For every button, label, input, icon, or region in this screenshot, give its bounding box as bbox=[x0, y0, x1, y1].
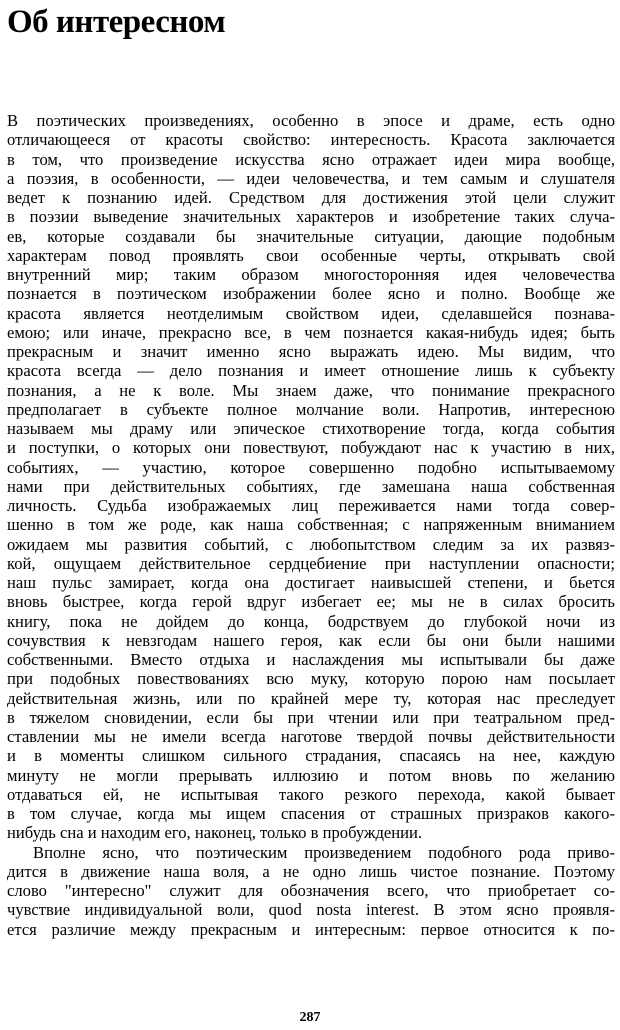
text-line: нибудь сна и находим его, наконец, только в пробуждении. bbox=[7, 823, 423, 843]
text-line: емою; или иначе, прекрасно все, в чем познается какая-нибудь идея; быть bbox=[7, 322, 615, 342]
text-line: и поступки, о которых они повествуют, побуждают нас к участию в них, bbox=[7, 438, 615, 458]
text-line: ев, которые создавали бы значительные ситуации, дающие подобным bbox=[7, 226, 615, 246]
text-line: ожидаем мы развития событий, с любопытством следим за их развяз- bbox=[7, 534, 615, 554]
text-line: шенно в том же роде, как наша собственная; с напряженным вниманием bbox=[7, 515, 615, 535]
text-line: Вполне ясно, что поэтическим произведением подобного рода приво- bbox=[33, 842, 615, 862]
text-line: познания, а не к воле. Мы знаем даже, что понимание прекрасного bbox=[7, 380, 615, 400]
text-line: в тяжелом сновидении, если бы при чтении или при театральном пред- bbox=[7, 707, 615, 727]
text-line: познается в поэтическом изображении более ясно и полно. Вообще же bbox=[7, 284, 615, 304]
text-line: отдаваться ей, не испытывая такого резкого перехода, какой бывает bbox=[7, 784, 615, 804]
text-line: в том, что произведение искусства ясно отражает идеи мира вообще, bbox=[7, 149, 615, 169]
text-line: красота всегда — дело познания и имеет отношение лишь к субъекту bbox=[7, 361, 615, 381]
text-line: прекрасным и значит именно ясно выражать идею. Мы видим, что bbox=[7, 342, 615, 361]
text-line: вновь быстрее, когда герой вдруг избегает ее; мы не в силах бросить bbox=[7, 592, 615, 612]
text-line: отличающееся от красоты свойство: интересность. Красота заключается bbox=[7, 130, 615, 150]
text-line: наш пульс замирает, когда она достигает наивысшей степени, и бьется bbox=[7, 573, 615, 592]
text-line: называем мы драму или эпическое стихотворение тогда, когда события bbox=[7, 419, 615, 438]
text-line: действительная жизнь, или по крайней мере ту, которая нас преследует bbox=[7, 688, 615, 708]
text-line: дится в движение наша воля, а не одно лишь чистое познание. Поэтому bbox=[7, 861, 615, 881]
text-line: личность. Судьба изображаемых лиц переживается нами тогда совер- bbox=[7, 496, 615, 515]
text-line: событиях, — участию, которое совершенно подобно испытываемому bbox=[7, 457, 615, 477]
text-line: в поэзии выведение значительных характеров и изобретение таких случа- bbox=[7, 207, 615, 227]
text-line: книгу, пока не дойдем до конца, бодрствуем до глубокой ночи из bbox=[7, 611, 615, 631]
text-line: слово "интересно" служит для обозначения всего, что приобретает со- bbox=[7, 881, 615, 900]
text-line: ставлении мы не имели всегда наготове твердой почвы действительности bbox=[7, 727, 615, 746]
text-line: характерам повод проявлять свои особенные черты, открывать свой bbox=[7, 245, 615, 265]
text-line: внутренний мир; таким образом многосторонняя идея человечества bbox=[7, 265, 615, 284]
text-line: при подобных повествованиях всю муку, которую порою нам посылает bbox=[7, 669, 615, 689]
text-line: а поэзия, в особенности, — идеи человечества, и тем самым и слушателя bbox=[7, 168, 615, 188]
text-line: собственными. Вместо отдыха и наслаждения мы испытывали бы даже bbox=[7, 650, 615, 669]
text-line: в том случае, когда мы ищем спасения от страшных призраков какого- bbox=[7, 804, 615, 823]
text-line: ведет к познанию идей. Средством для достижения этой цели служит bbox=[7, 188, 615, 207]
text-line: красота является неотделимым свойством идеи, сделавшейся познава- bbox=[7, 303, 615, 323]
body-text bbox=[7, 111, 615, 939]
text-line: В поэтических произведениях, особенно в эпосе и драме, есть одно bbox=[7, 111, 615, 130]
text-line: кой, ощущаем действительное сердцебиение при наступлении опасности; bbox=[7, 553, 615, 573]
chapter-title: Об интересном bbox=[7, 4, 226, 40]
text-line: чувствие индивидуальной воли, quod nosta interest. В этом ясно проявля- bbox=[7, 900, 615, 920]
text-line: сочувствия к невзгодам нашего героя, как если бы они были нашими bbox=[7, 630, 615, 650]
page-number: 287 bbox=[299, 1010, 321, 1025]
text-line: нами при действительных событиях, где замешана наша собственная bbox=[7, 476, 615, 496]
text-line: минуту не могли прерывать иллюзию и потом вновь по желанию bbox=[7, 765, 615, 785]
text-line: и в моменты слишком сильного страдания, спасаясь на нее, каждую bbox=[7, 746, 615, 766]
text-line: предполагает в субъекте полное молчание воли. Напротив, интересною bbox=[7, 399, 615, 419]
text-line: ется различие между прекрасным и интересным: первое относится к по- bbox=[7, 919, 615, 939]
